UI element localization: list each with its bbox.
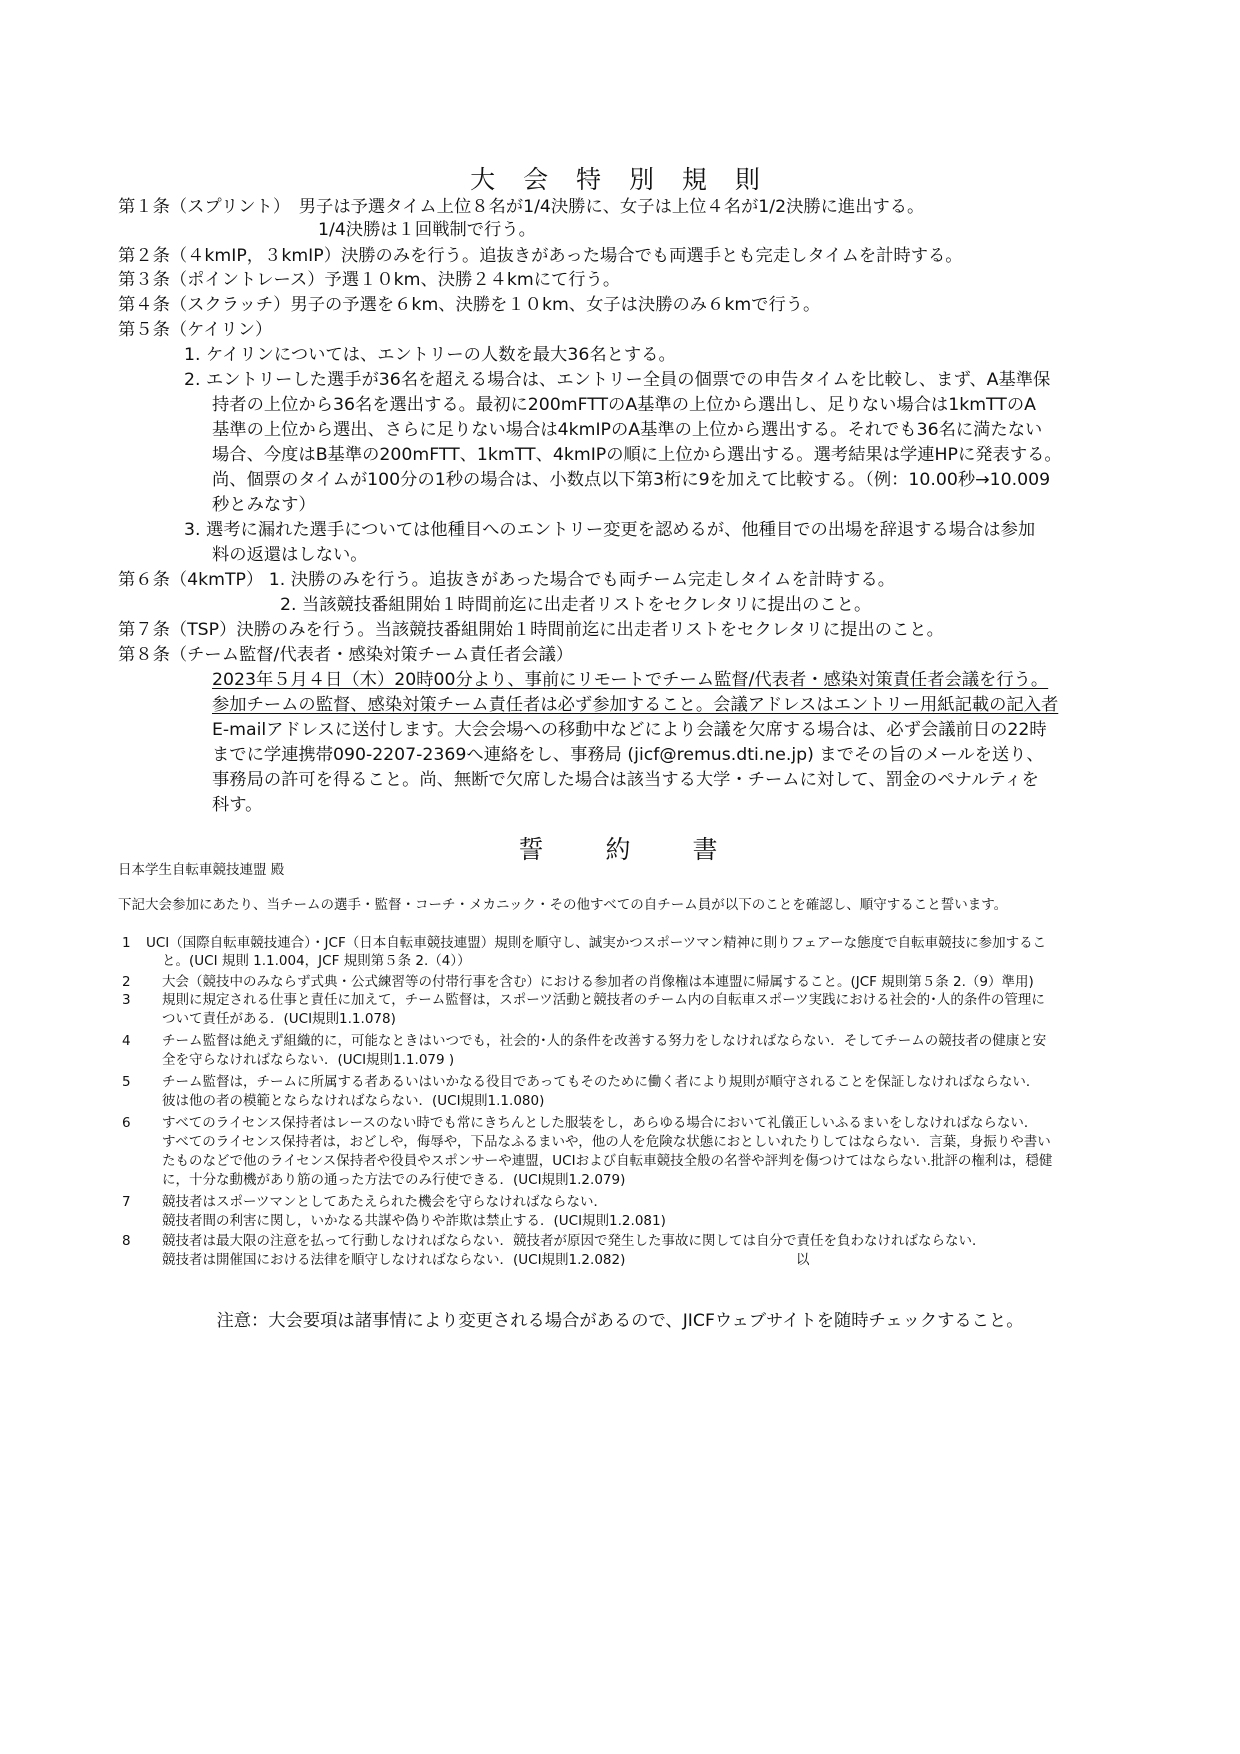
pledge-item-7-line-1: 競技者はスポーツマンとしてあたえられた機会を守らなければならない． — [162, 1194, 607, 1210]
pledge-item-7-line-2: 競技者間の利害に関し，いかなる共謀や偽りや詐欺は禁止する．(UCI規則1.2.081) — [162, 1213, 666, 1229]
pledge-item-6-line-1: すべてのライセンス保持者はレースのない時でも常にきちんとした服装をし，あらゆる場合において礼儀正しいふるまいをしなければならない． — [162, 1115, 1038, 1131]
article-2: 第２条（４kmIP，３kmIP）決勝のみを行う。追抜きがあった場合でも両選手とも完走しタイムを計時する。 — [118, 246, 963, 266]
article-8: 第８条（チーム監督/代表者・感染対策チーム責任者会議） — [118, 645, 574, 665]
pledge-item-8-number: 8 — [122, 1233, 131, 1249]
article-3: 第３条（ポイントレース）予選１０km、決勝２４kmにて行う。 — [118, 270, 621, 290]
pledge-addressee: 日本学生自転車競技連盟 殿 — [118, 862, 285, 878]
pledge-item-4-line-1: チーム監督は絶えず組織的に，可能なときはいつでも，社会的･人的条件を改善する努力をしなければならない．そしてチームの競技者の健康と安 — [162, 1033, 1047, 1049]
pledge-item-3-number: 3 — [122, 992, 131, 1008]
pledge-intro: 下記大会参加にあたり、当チームの選手・監督・コーチ・メカニック・その他すべての自チーム員が以下のことを確認し、順守すること誓います。 — [118, 897, 1008, 913]
article-8-line-4: までに学連携帯090-2207-2369へ連絡をし、事務局 (jicf@remus.dti.ne.jp) までその旨のメールを送り、 — [212, 745, 1044, 765]
article-5-item-2-line-1: 2. エントリーした選手が36名を超える場合は、エントリー全員の個票での申告タイムを比較し、まず、A基準保 — [184, 370, 1051, 390]
article-8-line-5: 事務局の許可を得ること。尚、無断で欠席した場合は該当する大学・チームに対して、罰金のペナルティを — [212, 770, 1039, 790]
article-1-line-2: 1/4決勝は１回戦制で行う。 — [318, 220, 536, 240]
rules-title: 大 会 特 別 規 則 — [470, 165, 770, 194]
article-5-item-2-line-5: 尚、個票のタイムが100分の1秒の場合は、小数点以下第3桁に9を加えて比較する。（例：10.00秒→10.009 — [212, 470, 1051, 490]
pledge-item-1-line-2: と。(UCI 規則 1.1.004，JCF 規則第５条 2.（4）） — [162, 953, 471, 969]
pledge-item-1-number: 1 — [122, 935, 131, 951]
pledge-item-3-line-1: 規則に規定される仕事と責任に加えて，チーム監督は，スポーツ活動と競技者のチーム内の自転車スポーツ実践における社会的･人的条件の管理に — [162, 992, 1045, 1008]
pledge-item-7-number: 7 — [122, 1194, 131, 1210]
pledge-item-5-line-2: 彼は他の者の模範とならなければならない．(UCI規則1.1.080) — [162, 1093, 545, 1109]
pledge-closing: 以 — [796, 1252, 810, 1268]
article-5-item-2-line-2: 持者の上位から36名を選出する。最初に200mFTTのA基準の上位から選出し、足りない場合は1kmTTのA — [212, 395, 1036, 415]
article-5-item-2-line-6: 秒とみなす） — [212, 495, 316, 515]
article-5-item-3-line-1: 3. 選考に漏れた選手については他種目へのエントリー変更を認めるが、他種目での出場を辞退する場合は参加 — [184, 520, 1036, 540]
pledge-item-6-line-2: すべてのライセンス保持者は，おどしや，侮辱や，下品なふるまいや，他の人を危険な状態におとしいれたりしてはならない．言葉，身振りや書い — [162, 1134, 1051, 1150]
article-6-line-2: 2. 当該競技番組開始１時間前迄に出走者リストをセクレタリに提出のこと。 — [280, 595, 872, 615]
pledge-item-6-line-3: たものなどで他のライセンス保持者や役員やスポンサーや連盟，UCIおよび自転車競技全般の名誉や評判を傷つけてはならない.批評の権利は，穏健 — [162, 1153, 1053, 1169]
pledge-title: 誓 約 書 — [518, 835, 722, 864]
pledge-item-2-number: 2 — [122, 974, 131, 990]
article-5-item-1: 1. ケイリンについては、エントリーの人数を最大36名とする。 — [184, 345, 676, 365]
article-1-line-1: 第１条（スプリント） 男子は予選タイム上位８名が1/4決勝に、女子は上位４名が1/2決勝に進出する。 — [118, 197, 925, 217]
pledge-item-6-number: 6 — [122, 1115, 131, 1131]
article-8-line-3: E-mailアドレスに送付します。大会会場への移動中などにより会議を欠席する場合は、必ず会議前日の22時 — [212, 720, 1047, 740]
pledge-item-8-line-2: 競技者は開催国における法律を順守しなければならない．(UCI規則1.2.082) — [162, 1252, 626, 1268]
pledge-item-8-line-1: 競技者は最大限の注意を払って行動しなければならない．競技者が原因で発生した事故に関しては自分で責任を負わなければならない． — [162, 1233, 986, 1249]
footer-note: 注意：大会要項は諸事情により変更される場合があるので、JICFウェブサイトを随時チェックすること。 — [216, 1311, 1024, 1331]
article-8-line-1: 2023年５月４日（木）20時00分より、事前にリモートでチーム監督/代表者・感染対策責任者会議を行う。 — [212, 670, 1049, 690]
pledge-item-1-line-1: UCI（国際自転車競技連合）・JCF（日本自転車競技連盟）規則を順守し、誠実かつスポーツマン精神に則りフェアーな態度で自転車競技に参加するこ — [146, 935, 1047, 951]
pledge-item-6-line-4: に，十分な動機があり筋の通った方法でのみ行使できる．(UCI規則1.2.079) — [162, 1172, 626, 1188]
article-8-line-2: 参加チームの監督、感染対策チーム責任者は必ず参加すること。会議アドレスはエントリー用紙記載の記入者 — [212, 695, 1059, 715]
article-6-line-1: 第６条（4kmTP） 1. 決勝のみを行う。追抜きがあった場合でも両チーム完走しタイムを計時する。 — [118, 570, 896, 590]
article-7: 第７条（TSP）決勝のみを行う。当該競技番組開始１時間前迄に出走者リストをセクレタリに提出のこと。 — [118, 620, 944, 640]
pledge-item-4-line-2: 全を守らなければならない．(UCI規則1.1.079 ) — [162, 1052, 455, 1068]
pledge-item-2-line-1: 大会（競技中のみならず式典・公式練習等の付帯行事を含む）における参加者の肖像権は本連盟に帰属すること。(JCF 規則第５条 2.（9）準用) — [162, 974, 1034, 990]
article-4: 第４条（スクラッチ）男子の予選を６km、決勝を１０km、女子は決勝のみ６kmで行う。 — [118, 295, 821, 315]
pledge-item-5-line-1: チーム監督は，チームに所属する者あるいはいかなる役目であってもそのために働く者により規則が順守されることを保証しなければならない． — [162, 1074, 1040, 1090]
pledge-item-3-line-2: ついて責任がある．(UCI規則1.1.078) — [162, 1011, 396, 1027]
article-5-item-2-line-4: 場合、今度はB基準の200mFTT、1kmTT、4kmIPの順に上位から選出する。選考結果は学連HPに発表する。 — [212, 445, 1062, 465]
pledge-item-4-number: 4 — [122, 1033, 131, 1049]
article-5-item-3-line-2: 料の返還はしない。 — [212, 545, 368, 565]
article-5-item-2-line-3: 基準の上位から選出、さらに足りない場合は4kmIPのA基準の上位から選出する。それでも36名に満たない — [212, 420, 1043, 440]
article-8-line-6: 科す。 — [212, 795, 263, 815]
article-5: 第５条（ケイリン） — [118, 320, 273, 340]
pledge-item-5-number: 5 — [122, 1074, 131, 1090]
